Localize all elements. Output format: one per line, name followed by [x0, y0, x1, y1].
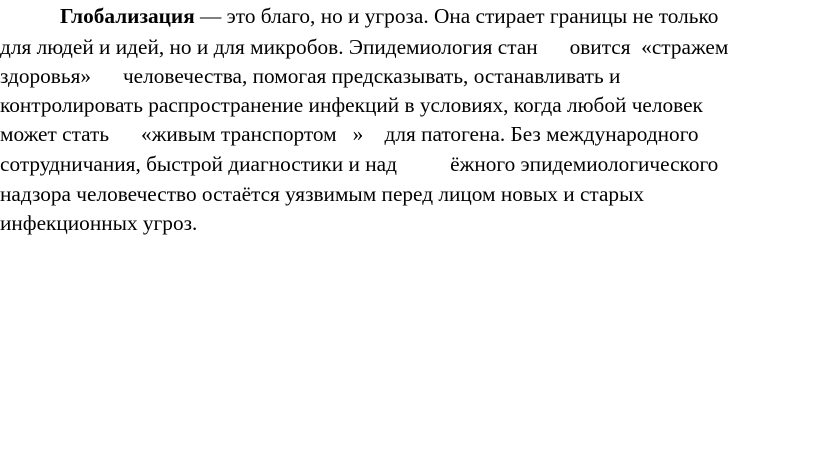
- paragraph-line-5: может стать «живым транспортом » для патогена. Без международного: [0, 122, 699, 146]
- paragraph-line-7: надзора человечество остаётся уязвимым перед лицом новых и старых: [0, 182, 645, 206]
- paragraph-line-3: здоровья» человечества, помогая предсказывать, останавливать и: [0, 64, 621, 88]
- line-1-text: — это благо, но и угроза. Она стирает границы не только: [194, 4, 719, 28]
- paragraph-line-1: [60, 2, 718, 30]
- paragraph-line-8: инфекционных угроз.: [0, 211, 198, 235]
- paragraph-line-2: для людей и идей, но и для микробов. Эпидемиология стан овится «стражем: [0, 35, 729, 59]
- term-globalization: Глобализация: [60, 4, 195, 28]
- paragraph-line-6: сотрудничания, быстрой диагностики и над ёжного эпидемиологического: [0, 152, 719, 176]
- paragraph-line-4: контролировать распространение инфекций в условиях, когда любой человек: [0, 93, 703, 117]
